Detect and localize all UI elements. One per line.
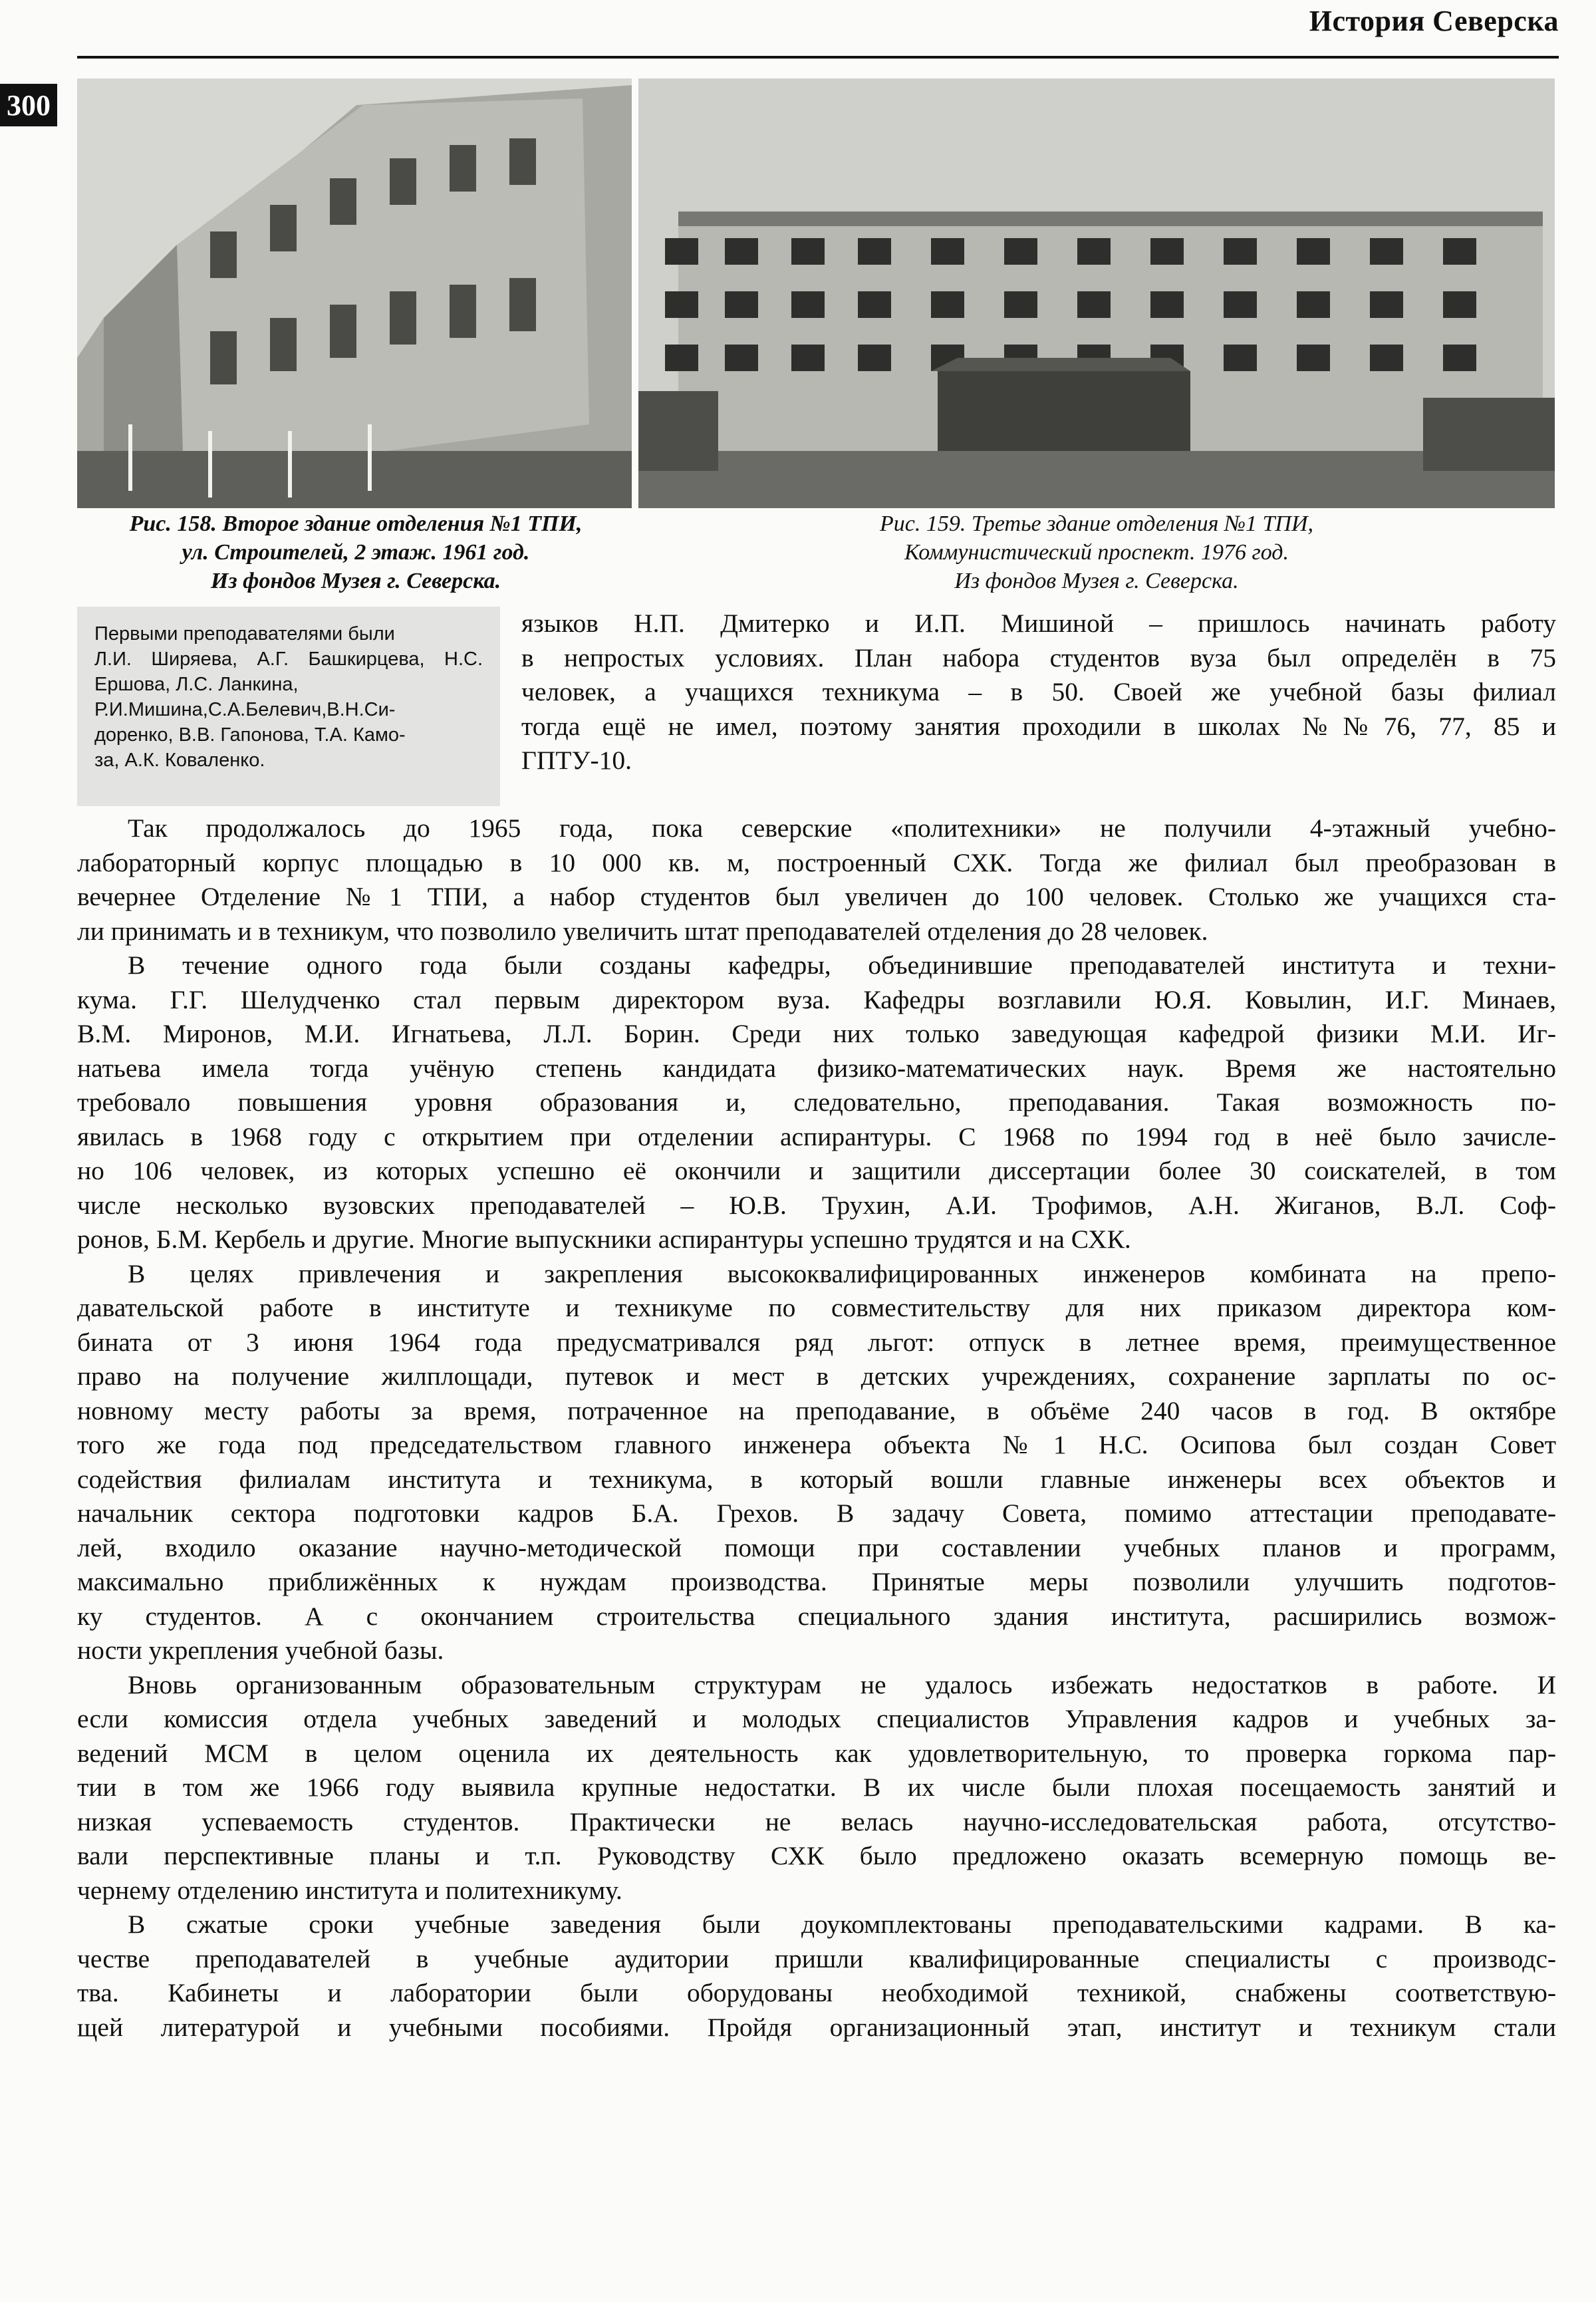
text-line: но 106 человек, из которых успешно её окончили и защитили диссертации более 30 соискателей, в том xyxy=(77,1156,1556,1185)
paragraph xyxy=(77,1257,1556,1668)
text-line: человек, а учащихся техникума – в 50. Своей же учебной базы филиал xyxy=(521,677,1556,706)
text-line: ведений МСМ в целом оценила их деятельность как удовлетворительную, то проверка горкома пар- xyxy=(77,1738,1556,1768)
sidebar-line: Р.И.Мишина,С.А.Белевич,В.Н.Си- xyxy=(94,699,396,720)
text-line: ронов, Б.М. Кербель и другие. Многие выпускники аспирантуры успешно трудятся и на СХК. xyxy=(77,1224,1131,1254)
text-line: натьева имела тогда учёную степень кандидата физико-математических наук. Время же настоятельно xyxy=(77,1053,1556,1083)
figure-159-caption xyxy=(638,509,1555,595)
text-line: тогда ещё не имел, поэтому занятия проходили в школах №№76, 77, 85 и xyxy=(521,711,1556,741)
text-line: ли принимать и в техникум, что позволило увеличить штат преподавателей отделения до 28 человек. xyxy=(77,916,1208,946)
text-line: тва. Кабинеты и лаборатории были оборудованы необходимой техникой, снабжены соответствую- xyxy=(77,1978,1556,2007)
text-line: лабораторный корпус площадью в 10 000 кв. м, построенный СХК. Тогда же филиал был преобразован в xyxy=(77,847,1556,877)
text-line: В целях привлечения и закрепления высококвалифицированных инженеров комбината на препо- xyxy=(128,1258,1556,1288)
text-line: тии в том же 1966 году выявила крупные недостатки. В их числе были плохая посещаемость занятий и xyxy=(77,1773,1556,1802)
caption-line: ул. Строителей, 2 этаж. 1961 год. xyxy=(182,540,530,565)
text-line: ГПТУ-10. xyxy=(521,746,632,775)
text-line: честве преподавателей в учебные аудитории пришли квалифицированные специалисты с производс- xyxy=(77,1943,1556,1973)
text-line: новному месту работы за время, потраченное на преподавание, в объёме 240 часов в год. В октябре xyxy=(77,1395,1556,1425)
text-line: Так продолжалось до 1965 года, пока северские «политехники» не получили 4-этажный учебно- xyxy=(128,813,1556,843)
intro-paragraph xyxy=(521,607,1556,778)
paragraph xyxy=(77,1908,1556,2045)
text-line: щей литературой и учебными пособиями. Пройдя организационный этап, институт и техникум стали xyxy=(77,2012,1556,2042)
text-line: в непростых условиях. План набора студентов вуза был определён в 75 xyxy=(521,643,1556,672)
sidebar-note xyxy=(77,607,500,806)
text-line: ку студентов. А с окончанием строительства специального здания института, расширились возмож- xyxy=(77,1601,1556,1631)
text-line: давательской работе в институте и техникуме по совместительству для них приказом директора ком- xyxy=(77,1293,1556,1322)
text-line: начальник сектора подготовки кадров Б.А. Грехов. В задачу Совета, помимо аттестации преподавате- xyxy=(77,1499,1556,1528)
caption-line: Рис. 158. Второе здание отделения №1 ТПИ, xyxy=(129,511,583,536)
text-line: содействия филиалам института и техникума, в который вошли главные инженеры всех объектов и xyxy=(77,1464,1556,1494)
text-line: максимально приближённых к нуждам производства. Принятые меры позволили улучшить подготов- xyxy=(77,1567,1556,1596)
text-line: В сжатые сроки учебные заведения были доукомплектованы преподавательскими кадрами. В ка- xyxy=(128,1910,1556,1939)
text-line: чернему отделению института и политехникуму. xyxy=(77,1875,622,1905)
paragraph xyxy=(77,811,1556,948)
text-line: лей, входило оказание научно-методической помощи при составлении учебных планов и программ, xyxy=(77,1532,1556,1562)
photo-second-building xyxy=(77,78,632,508)
text-line: языков Н.П. Дмитерко и И.П. Мишиной – пришлось начинать работу xyxy=(521,609,1556,638)
text-line: числе несколько вузовских преподавателей – Ю.В. Трухин, А.И. Трофимов, А.Н. Жиганов, В.Л. Соф- xyxy=(77,1190,1556,1220)
photo-third-building xyxy=(638,78,1555,508)
text-line: вечернее Отделение №1 ТПИ, а набор студентов был увеличен до 100 человек. Столько же учащихся ста- xyxy=(77,882,1556,911)
text-line: В течение одного года были созданы кафедры, объединившие преподавателей института и техни- xyxy=(128,950,1556,980)
sidebar-line: доренко, В.В. Гапонова, Т.А. Камо- xyxy=(94,724,406,746)
sidebar-line: Л.И. Ширяева, А.Г. Башкирцева, Н.С. Ершова, Л.С. Ланкина, xyxy=(94,648,483,695)
text-line: ности укрепления учебной базы. xyxy=(77,1636,444,1665)
caption-line: Рис. 159. Третье здание отделения №1 ТПИ, xyxy=(879,511,1314,536)
sidebar-line: Первыми преподавателями были xyxy=(94,623,395,645)
text-line: вали перспективные планы и т.п. Руководству СХК было предложено оказать всемерную помощь ве- xyxy=(77,1841,1556,1870)
text-line: если комиссия отдела учебных заведений и молодых специалистов Управления кадров и учебных за- xyxy=(77,1704,1556,1733)
text-line: кума. Г.Г. Шелудченко стал первым директором вуза. Кафедры возглавили Ю.Я. Ковылин, И.Г. Минаев, xyxy=(77,984,1556,1014)
body-text xyxy=(77,811,1556,2045)
caption-line: Из фондов Музея г. Северска. xyxy=(954,569,1239,593)
text-line: Вновь организованным образовательным структурам не удалось избежать недостатков в работе. И xyxy=(128,1669,1556,1699)
text-line: низкая успеваемость студентов. Практически не велась научно-исследовательская работа, отсутство- xyxy=(77,1806,1556,1836)
page-number: 300 xyxy=(0,84,57,126)
sidebar-line: за, А.К. Коваленко. xyxy=(94,750,265,771)
text-line: В.М. Миронов, М.И. Игнатьева, Л.Л. Борин. Среди них только заведующая кафедрой физики М.И. Иг- xyxy=(77,1019,1556,1048)
text-line: требовало повышения уровня образования и, следовательно, преподавания. Такая возможность по- xyxy=(77,1087,1556,1117)
text-line: явилась в 1968 году с открытием при отделении аспирантуры. С 1968 по 1994 год в неё было зачисле- xyxy=(77,1121,1556,1151)
paragraph xyxy=(77,948,1556,1257)
caption-line: Коммунистический проспект. 1976 год. xyxy=(904,540,1289,565)
paragraph xyxy=(77,1668,1556,1908)
text-line: право на получение жилплощади, путевок и мест в детских учреждениях, сохранение зарплаты по ос- xyxy=(77,1362,1556,1391)
text-line: бината от 3 июня 1964 года предусматривался ряд льгот: отпуск в летнее время, преимущественное xyxy=(77,1327,1556,1357)
text-line: того же года под председательством главного инженера объекта №1 Н.С. Осипова был создан Совет xyxy=(77,1430,1556,1459)
header-rule xyxy=(77,56,1559,59)
running-title: История Северска xyxy=(1309,5,1559,37)
caption-line: Из фондов Музея г. Северска. xyxy=(210,569,501,593)
figure-158-caption xyxy=(80,509,632,595)
